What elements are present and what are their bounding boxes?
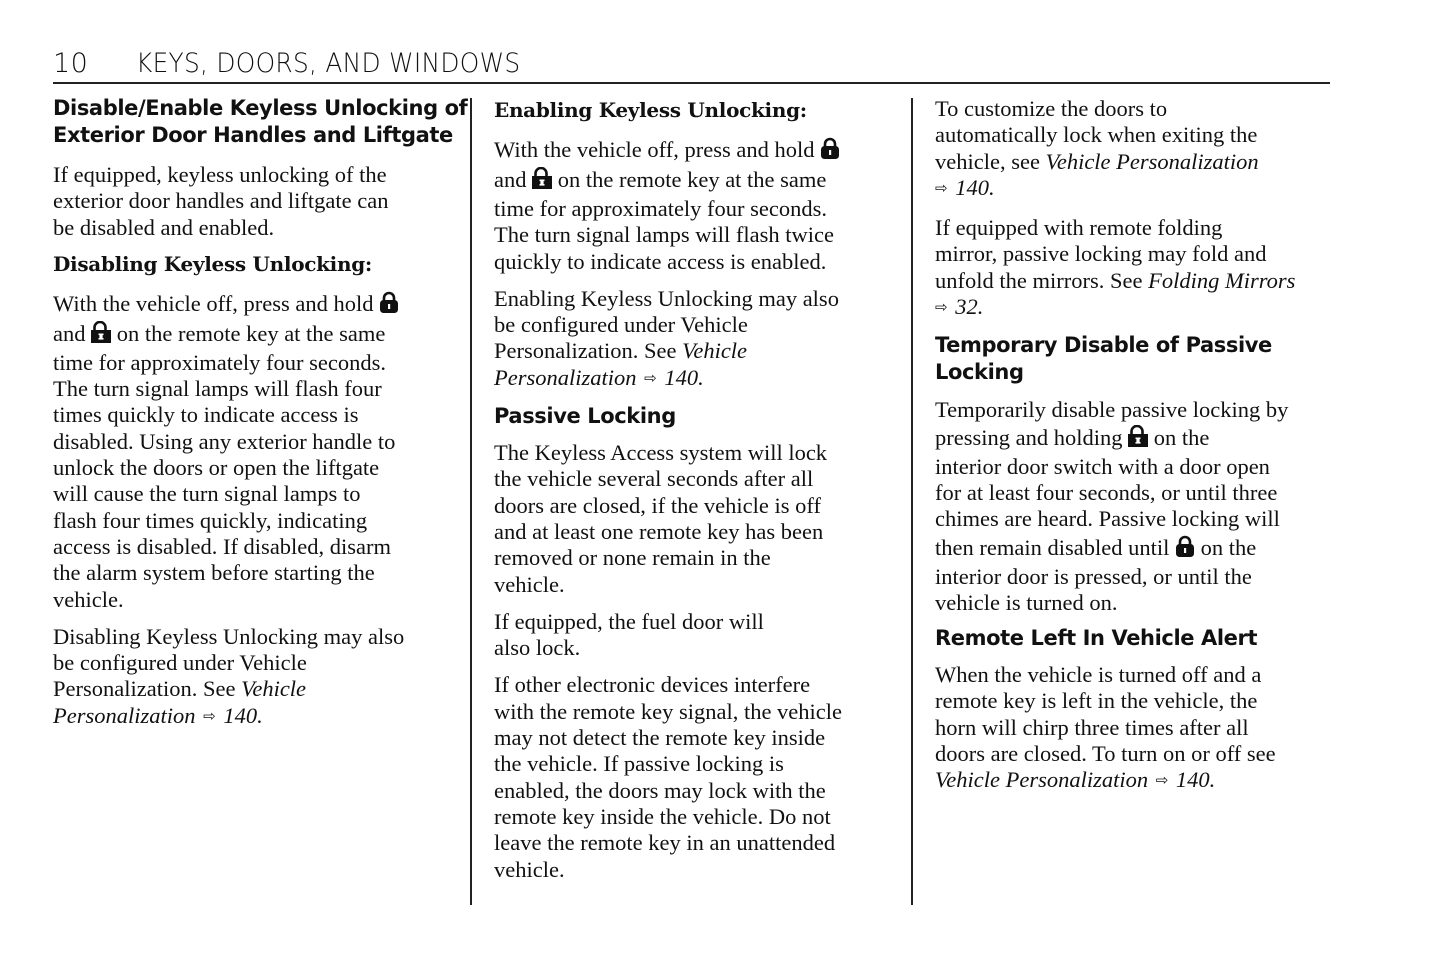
text-line: Temporarily disable passive locking by bbox=[935, 397, 1289, 423]
page-reference[interactable]: 140. bbox=[955, 174, 995, 200]
text-line: leave the remote key in an unattended bbox=[494, 830, 836, 856]
text-line bbox=[935, 149, 1335, 175]
text-line: vehicle is turned on. bbox=[935, 589, 1118, 615]
text: on the bbox=[1153, 424, 1210, 450]
reference-arrow-icon: ⇨ bbox=[203, 708, 216, 725]
text-line: If other electronic devices interfere bbox=[494, 672, 811, 698]
text-line: doors are closed. To turn on or off see bbox=[935, 741, 1276, 767]
text-line: also lock. bbox=[494, 635, 581, 661]
text-line: be configured under Vehicle bbox=[494, 312, 748, 338]
text-line: will cause the turn signal lamps to bbox=[53, 481, 361, 507]
text-line: with the remote key signal, the vehicle bbox=[494, 698, 843, 724]
cross-reference[interactable]: Folding Mirrors bbox=[1148, 267, 1296, 293]
unlock-icon bbox=[1128, 425, 1148, 447]
section-heading-temporary-disable bbox=[935, 332, 1335, 386]
reference-arrow-icon: ⇨ bbox=[644, 370, 657, 387]
cross-reference[interactable]: Vehicle Personalization bbox=[935, 767, 1149, 793]
text-line: When the vehicle is turned off and a bbox=[935, 662, 1262, 688]
text-line: The Keyless Access system will lock bbox=[494, 440, 828, 466]
reference-arrow-icon: ⇨ bbox=[1155, 773, 1169, 790]
column-2 bbox=[494, 95, 894, 883]
text: on the remote key at the same bbox=[116, 320, 386, 346]
text: vehicle, see bbox=[935, 148, 1046, 174]
text-line bbox=[53, 676, 453, 702]
text-line: enabled, the doors may lock with the bbox=[494, 777, 826, 803]
text-line: access is disabled. If disabled, disarm bbox=[53, 533, 392, 559]
lock-icon bbox=[820, 137, 840, 159]
text: then remain disabled until bbox=[935, 534, 1170, 560]
text-line: If equipped, the fuel door will bbox=[494, 608, 764, 634]
text-line: vehicle. bbox=[53, 586, 124, 612]
reference-arrow-icon: ⇨ bbox=[935, 180, 948, 197]
reference-arrow-icon: ⇨ bbox=[935, 300, 948, 317]
text-line: time for approximately four seconds. bbox=[494, 196, 828, 221]
text-line: The turn signal lamps will flash twice bbox=[494, 222, 834, 248]
page-reference[interactable]: 32. bbox=[955, 294, 984, 320]
temporary-disable-paragraph bbox=[935, 397, 1335, 616]
text-line: If equipped, keyless unlocking of the bbox=[53, 162, 387, 187]
text-line: interior door is pressed, or until the bbox=[935, 563, 1252, 589]
text: and bbox=[53, 320, 86, 346]
text-line: removed or none remain in the bbox=[494, 545, 771, 571]
text-line: vehicle. bbox=[494, 856, 565, 882]
column-3 bbox=[935, 95, 1335, 797]
text-line: may not detect the remote key inside bbox=[494, 725, 826, 751]
text-line: be configured under Vehicle bbox=[53, 650, 307, 676]
text-line: vehicle. bbox=[494, 571, 565, 597]
page-number: 10 bbox=[53, 48, 89, 79]
lock-icon bbox=[1175, 535, 1195, 557]
text-line: remote key inside the vehicle. Do not bbox=[494, 803, 831, 829]
text: and bbox=[494, 167, 527, 192]
heading-line: Locking bbox=[935, 360, 1024, 385]
text-line: horn will chirp three times after all bbox=[935, 714, 1249, 740]
subheading-enabling: Enabling Keyless Unlocking: bbox=[494, 98, 807, 122]
text-line: remote key is left in the vehicle, the bbox=[935, 688, 1258, 714]
text-line bbox=[494, 365, 894, 394]
text-line bbox=[935, 294, 1335, 323]
text-line: disabled. Using any exterior handle to bbox=[53, 428, 396, 454]
text-line: the vehicle several seconds after all bbox=[494, 466, 814, 492]
text-line: times quickly to indicate access is bbox=[53, 402, 359, 428]
text-line: exterior door handles and liftgate can bbox=[53, 188, 389, 214]
text-line: doors are closed, if the vehicle is off bbox=[494, 492, 821, 518]
text: Personalization. See bbox=[53, 676, 242, 702]
text-line: for at least four seconds, or until three bbox=[935, 479, 1278, 505]
text: Personalization. See bbox=[494, 338, 683, 364]
section-heading-passive-locking: Passive Locking bbox=[494, 404, 676, 429]
lock-icon bbox=[379, 291, 399, 313]
section-title: KEYS, DOORS, AND WINDOWS bbox=[136, 48, 521, 79]
text-line bbox=[935, 532, 1335, 564]
heading-line: Disable/Enable Keyless Unlocking of bbox=[53, 96, 468, 120]
text-line: automatically lock when exiting the bbox=[935, 122, 1258, 148]
text: With the vehicle off, press and hold bbox=[53, 290, 374, 316]
cross-reference[interactable]: Vehicle bbox=[241, 676, 307, 702]
passive-locking-paragraph bbox=[494, 440, 894, 598]
heading-line: Exterior Door Handles and Liftgate bbox=[53, 123, 453, 147]
unlock-icon bbox=[91, 321, 111, 343]
interference-paragraph bbox=[494, 672, 894, 882]
subheading-disabling: Disabling Keyless Unlocking: bbox=[53, 251, 372, 276]
text-line bbox=[935, 268, 1335, 294]
text-line: flash four times quickly, indicating bbox=[53, 507, 368, 533]
text-line: The turn signal lamps will flash four bbox=[53, 376, 382, 402]
text-line: To customize the doors to bbox=[935, 96, 1168, 121]
cross-reference[interactable]: Personalization bbox=[53, 702, 196, 728]
remote-left-paragraph bbox=[935, 662, 1335, 796]
text-line: Enabling Keyless Unlocking may also bbox=[494, 285, 839, 311]
text-line bbox=[53, 703, 453, 732]
cross-reference[interactable]: Vehicle Personalization bbox=[1045, 148, 1259, 174]
page-reference[interactable]: 140. bbox=[1175, 767, 1216, 793]
text-line bbox=[935, 175, 1335, 204]
text: on the bbox=[1200, 534, 1257, 560]
enabling-config-paragraph bbox=[494, 286, 894, 394]
page-reference[interactable]: 140. bbox=[223, 702, 263, 728]
unlock-icon bbox=[532, 167, 552, 189]
page-reference[interactable]: 140. bbox=[664, 364, 704, 390]
text-line bbox=[494, 164, 894, 196]
column-1 bbox=[53, 95, 468, 732]
cross-reference[interactable]: Vehicle bbox=[682, 338, 748, 364]
text-line bbox=[494, 134, 894, 166]
enabling-paragraph bbox=[494, 134, 894, 275]
disabling-paragraph bbox=[53, 288, 453, 613]
text-line: the alarm system before starting the bbox=[53, 560, 375, 586]
text-line bbox=[494, 338, 894, 364]
text: pressing and holding bbox=[935, 424, 1123, 450]
text: unfold the mirrors. See bbox=[935, 267, 1149, 293]
section-heading-disable-enable-keyless bbox=[53, 95, 468, 149]
disabling-config-paragraph bbox=[53, 624, 453, 732]
folding-mirror-paragraph bbox=[935, 215, 1335, 323]
cross-reference[interactable]: Personalization bbox=[494, 364, 637, 390]
customize-paragraph bbox=[935, 96, 1335, 204]
text-line: the vehicle. If passive locking is bbox=[494, 751, 784, 777]
text-line bbox=[935, 767, 1335, 796]
text: on the remote key at the same bbox=[557, 167, 827, 192]
fuel-door-paragraph bbox=[494, 609, 894, 662]
text-line: unlock the doors or open the liftgate bbox=[53, 455, 380, 481]
text-line: interior door switch with a door open bbox=[935, 453, 1270, 479]
text-line bbox=[53, 288, 453, 320]
column-divider bbox=[470, 98, 472, 905]
text-line: mirror, passive locking may fold and bbox=[935, 241, 1267, 267]
text-line: Disabling Keyless Unlocking may also bbox=[53, 623, 405, 649]
text-line: quickly to indicate access is enabled. bbox=[494, 248, 827, 274]
heading-line: Temporary Disable of Passive bbox=[935, 333, 1272, 358]
text-line: chimes are heard. Passive locking will bbox=[935, 506, 1280, 532]
section-heading-remote-left-alert: Remote Left In Vehicle Alert bbox=[935, 626, 1258, 651]
text-line bbox=[935, 422, 1335, 454]
text-line: be disabled and enabled. bbox=[53, 214, 275, 240]
intro-paragraph bbox=[53, 162, 453, 241]
column-divider bbox=[911, 98, 913, 905]
text-line: time for approximately four seconds. bbox=[53, 349, 387, 375]
text-line: If equipped with remote folding bbox=[935, 215, 1223, 241]
page-header bbox=[53, 46, 1330, 84]
text-line bbox=[53, 318, 453, 350]
text: With the vehicle off, press and hold bbox=[494, 137, 815, 162]
text-line: and at least one remote key has been bbox=[494, 518, 824, 544]
